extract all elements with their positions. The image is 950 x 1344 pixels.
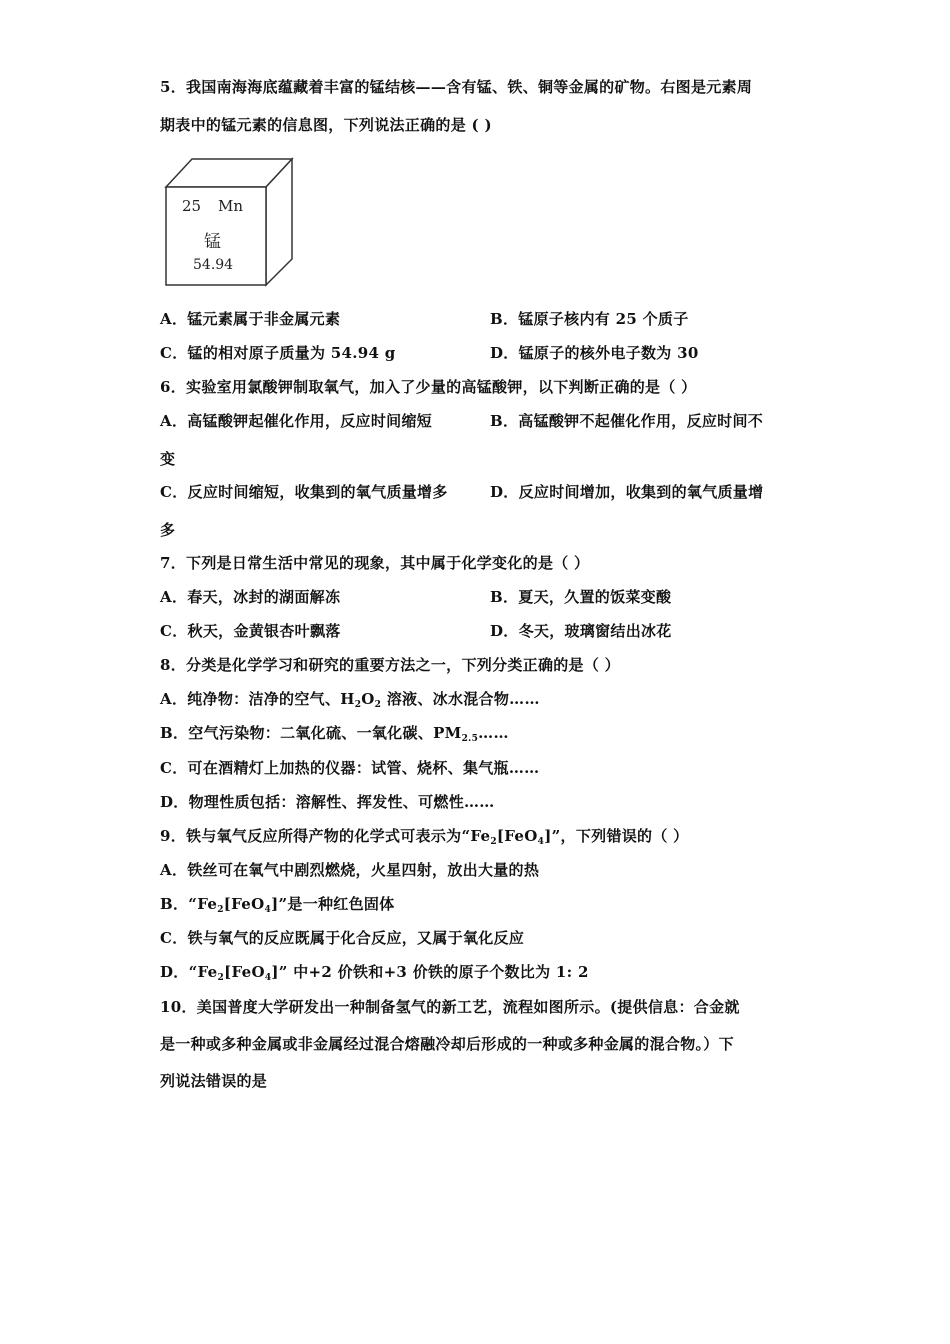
q6-option-b-line1: B．高锰酸钾不起催化作用，反应时间不: [490, 412, 764, 430]
q6-option-d-line2: 多: [160, 521, 176, 539]
element-symbol: Mn: [218, 197, 244, 215]
q6-option-b-line2: 变: [160, 450, 176, 468]
q5-option-b: B．锰原子核内有 25 个质子: [490, 310, 689, 328]
q5-option-a: A．锰元素属于非金属元素: [160, 310, 341, 328]
q8-option-a: A．纯净物：洁净的空气、$H_2O_2$ 溶液、冰水混合物……: [160, 690, 540, 710]
q6-option-c: C．反应时间缩短，收集到的氧气质量增多: [160, 483, 448, 501]
q10-stem-line1: 10．美国普度大学研发出一种制备氢气的新工艺，流程如图所示。(提供信息：合金就: [160, 998, 740, 1016]
q5-option-d: D．锰原子的核外电子数为 30: [490, 344, 699, 362]
q5-stem-line2: 期表中的锰元素的信息图，下列说法正确的是 ( ): [160, 116, 492, 134]
q7-option-d: D．冬天，玻璃窗结出冰花: [490, 622, 672, 640]
q7-option-a: A．春天，冰封的湖面解冻: [160, 588, 341, 606]
q6-option-a: A．高锰酸钾起催化作用，反应时间缩短: [160, 412, 433, 430]
q10-stem-line2: 是一种或多种金属或非金属经过混合熔融冷却后形成的一种或多种金属的混合物。）下: [160, 1035, 734, 1053]
q8-option-b: B．空气污染物：二氧化硫、一氧化碳、$PM_{2.5}\dots\dots$: [160, 724, 509, 744]
q10-stem-line3: 列说法错误的是: [160, 1072, 268, 1090]
q7-stem: 7．下列是日常生活中常见的现象，其中属于化学变化的是（ ）: [160, 554, 590, 572]
q9-stem: 9．铁与氧气反应所得产物的化学式可表示为“$Fe_2[FeO_4]$”，下列错误的（ ）: [160, 827, 689, 847]
q8-option-d: D．物理性质包括：溶解性、挥发性、可燃性……: [160, 793, 495, 811]
q6-option-d-line1: D．反应时间增加，收集到的氧气质量增: [490, 483, 764, 501]
q8-stem: 8．分类是化学学习和研究的重要方法之一，下列分类正确的是（ ）: [160, 656, 620, 674]
q9-option-c: C．铁与氧气的反应既属于化合反应，又属于氧化反应: [160, 929, 525, 947]
q7-option-b: B．夏天，久置的饭菜变酸: [490, 588, 672, 606]
element-name: 锰: [204, 232, 221, 252]
q5-stem-line1: 5．我国南海海底蕴藏着丰富的锰结核——含有锰、铁、铜等金属的矿物。右图是元素周: [160, 78, 753, 96]
q5-option-c: C．锰的相对原子质量为 54.94 g: [160, 344, 396, 362]
q7-option-c: C．秋天，金黄银杏叶飘落: [160, 622, 341, 640]
q6-stem: 6．实验室用氯酸钾制取氧气，加入了少量的高锰酸钾，以下判断正确的是（ ）: [160, 378, 697, 396]
atomic-number: 25: [182, 197, 202, 215]
q9-option-d: D．“$Fe_2[FeO_4]$” 中+2 价铁和+3 价铁的原子个数比为 1: 2: [160, 963, 589, 983]
atomic-mass: 54.94: [193, 257, 234, 273]
q9-option-a: A．铁丝可在氧气中剧烈燃烧，火星四射，放出大量的热: [160, 861, 540, 879]
q8-option-c: C．可在酒精灯上加热的仪器：试管、烧杯、集气瓶……: [160, 759, 540, 777]
manganese-element-card: [160, 155, 296, 290]
q9-option-b: B．“$Fe_2[FeO_4]$”是一种红色固体: [160, 895, 395, 915]
